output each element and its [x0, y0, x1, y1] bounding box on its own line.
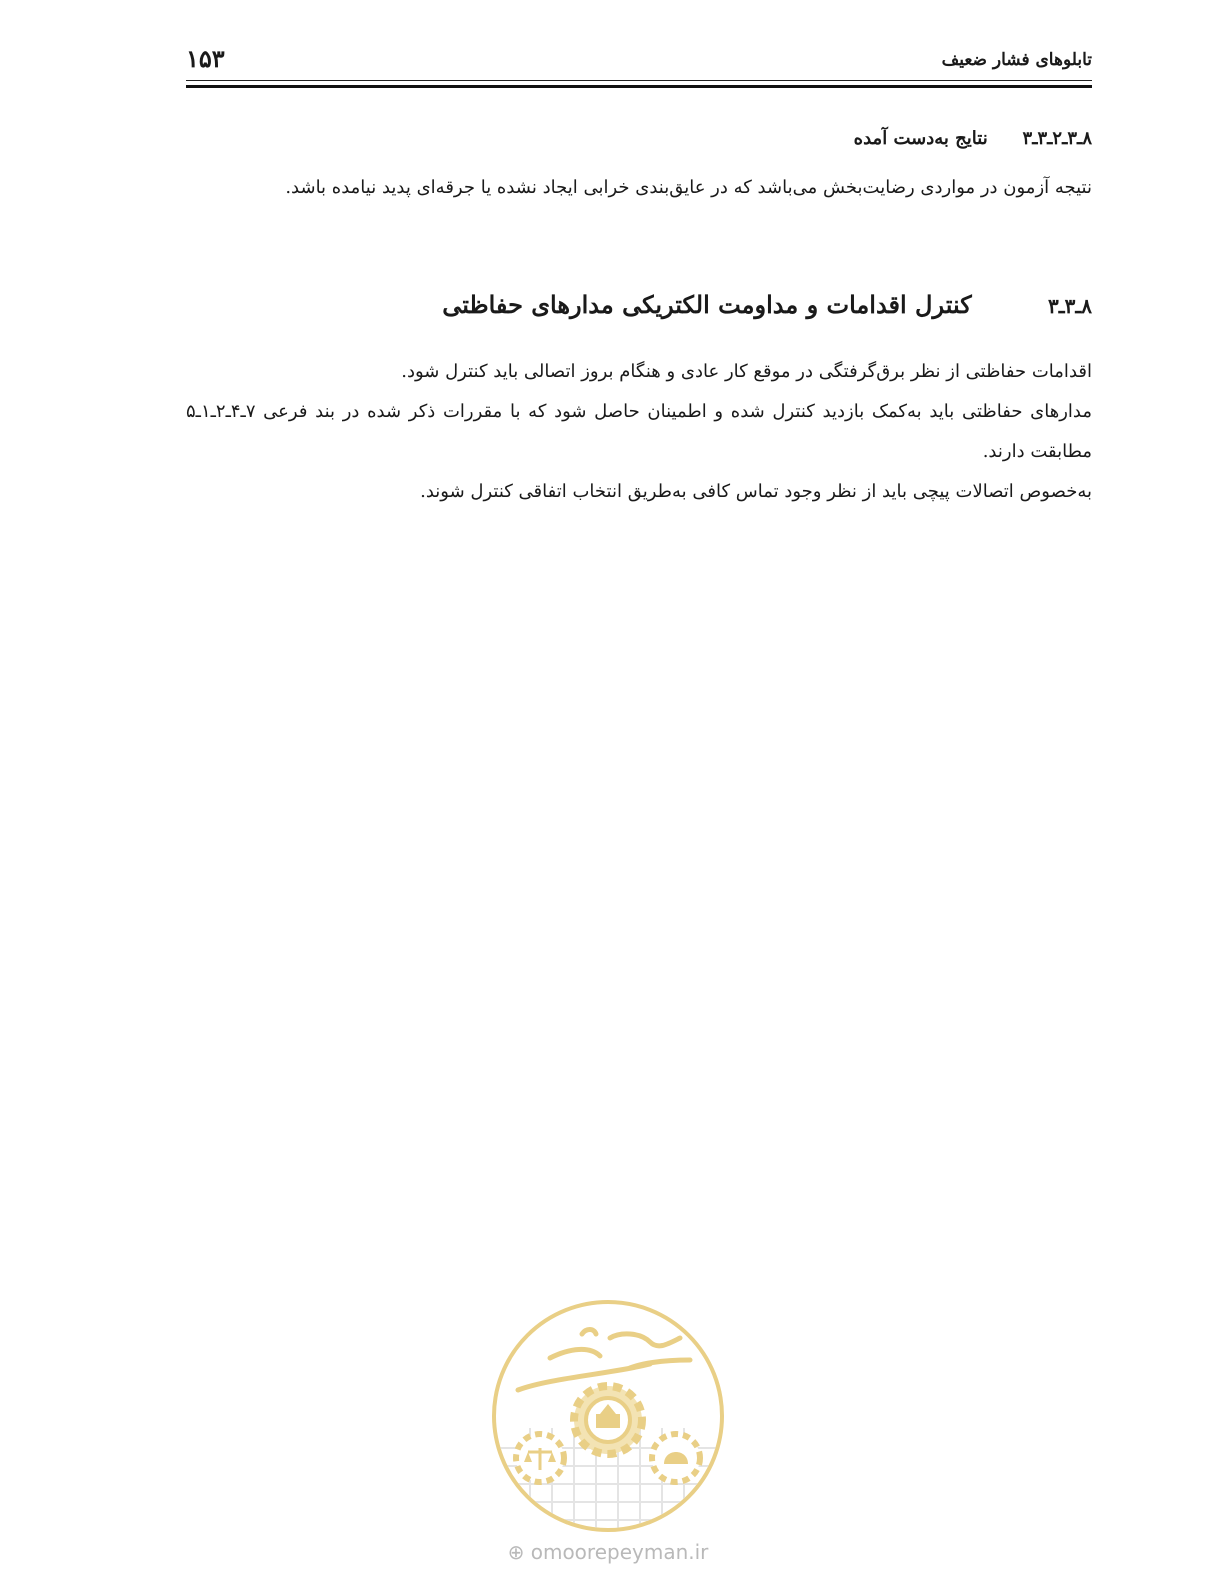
section-body-protective-circuits [186, 352, 1092, 512]
paragraph: نتیجه آزمون در مواردی رضایت‌بخش می‌باشد که در عایق‌بندی خرابی ایجاد نشده یا جرقه‌ای پدید نیامده باشد. [285, 177, 1092, 198]
section-heading-protective-circuits [186, 290, 1092, 330]
helmet-gear-icon [652, 1434, 700, 1482]
paragraph: به‌خصوص اتصالات پیچی باید از نظر وجود تماس کافی به‌طریق انتخاب اتفاقی کنترل شوند. [420, 481, 1092, 502]
paragraph: مدارهای حفاظتی باید به‌کمک بازدید کنترل شده و اطمینان حاصل شود که با مقررات ذکر شده در بند فرعی ۷ـ۴ـ۲ـ۱ـ۵ مطابقت دارند. [186, 401, 1092, 462]
watermark-logo [490, 1298, 726, 1534]
section-title: کنترل اقدامات و مداومت الکتریکی مدارهای حفاظتی [442, 290, 972, 319]
running-title: تابلوهای فشار ضعیف [941, 50, 1092, 70]
section-number: ۸ـ۳ـ۲ـ۳ـ۳ [1022, 128, 1092, 149]
watermark-website [490, 1540, 726, 1564]
header-rule-thin [186, 80, 1092, 81]
gear-icon [574, 1386, 642, 1454]
section-body-results [186, 168, 1092, 208]
page-number: ۱۵۳ [186, 44, 225, 73]
section-title: نتایج به‌دست آمده [853, 128, 988, 149]
paragraph: اقدامات حفاظتی از نظر برق‌گرفتگی در موقع کار عادی و هنگام بروز اتصالی باید کنترل شود. [401, 361, 1092, 382]
section-heading-results [186, 128, 1092, 158]
scales-icon [516, 1434, 564, 1482]
logo-calligraphy [518, 1330, 690, 1391]
website-text: omoorepeyman.ir [530, 1540, 709, 1564]
section-number: ۸ـ۳ـ۳ [1048, 294, 1092, 318]
page-header [186, 44, 1092, 80]
header-rule-thick [186, 85, 1092, 88]
globe-icon: ⊕ [507, 1540, 525, 1564]
